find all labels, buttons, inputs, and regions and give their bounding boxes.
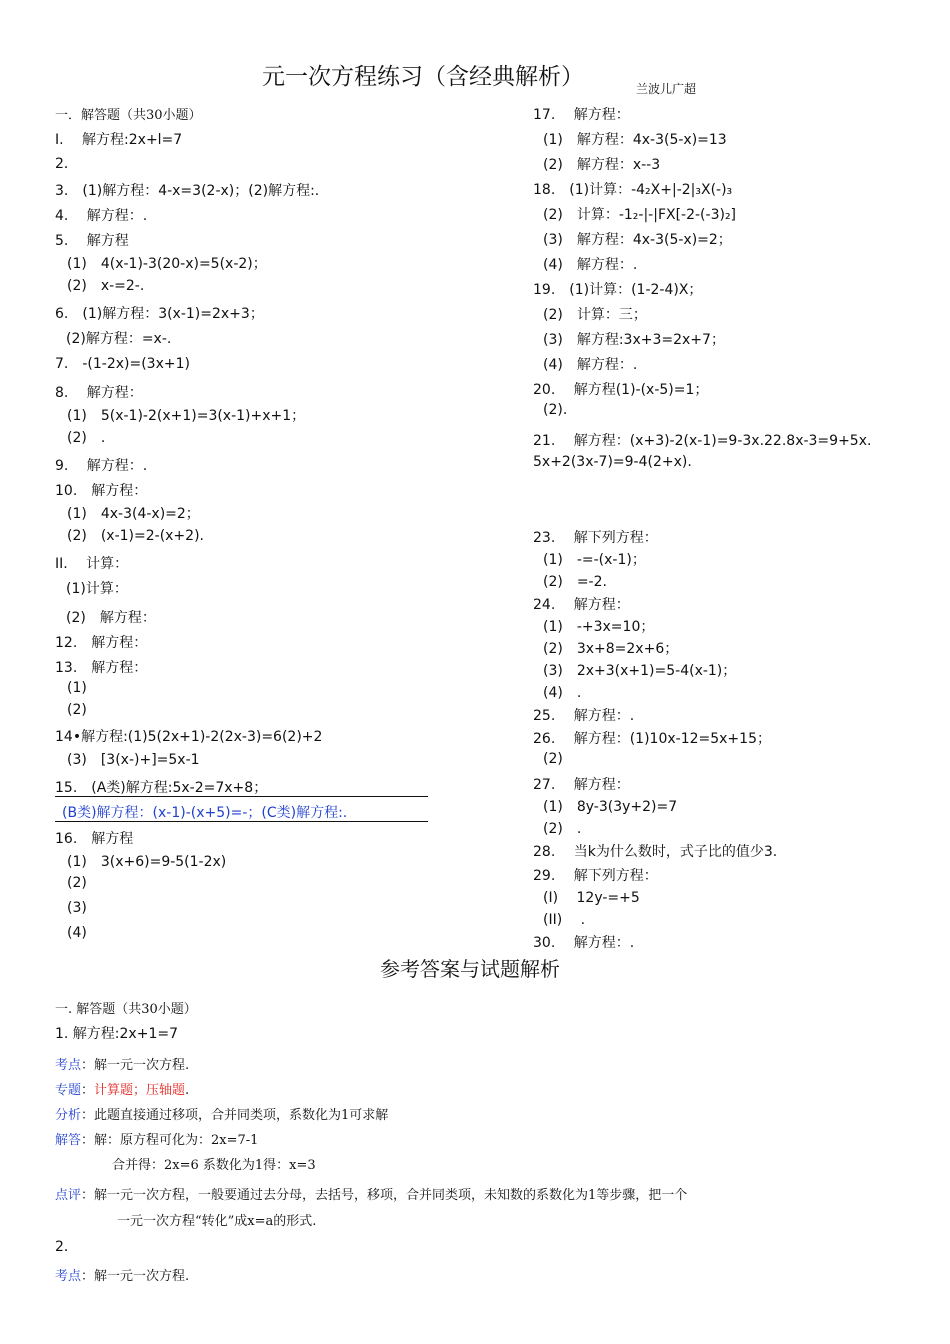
question-18-part-2: (2) 计算：-1₂-|-|FX[-2-(-3)₂]: [543, 207, 737, 223]
question-19-part-4: (4) 解方程：.: [543, 357, 638, 373]
question-8-part-1: (1) 5(x-1)-2(x+1)=3(x-1)+x+1；: [67, 408, 306, 424]
question-29-part-2: (II) .: [543, 912, 586, 928]
divider-line-top: [55, 796, 428, 797]
question-29-part-1: (I) 12y-=+5: [543, 890, 640, 906]
question-28: 28. 当k为什么数时，式子比的值少3.: [533, 844, 778, 860]
dianping-text: ：解一元一次方程，一般要通过去分母，去括号，移项，合并同类项，未知数的系数化为1等步骤，把一个: [81, 1188, 688, 1203]
question-4: 4. 解方程：.: [55, 208, 148, 224]
question-19-part-2: (2) 计算：三；: [543, 307, 647, 323]
question-27-part-2: (2) .: [543, 821, 582, 837]
question-30: 30. 解方程：.: [533, 935, 635, 951]
zhuanti-label: 专题: [55, 1083, 82, 1098]
jieda-label: 解答: [55, 1133, 82, 1148]
fenxi-label: 分析: [55, 1108, 82, 1123]
question-17: 17. 解方程：: [533, 107, 630, 123]
zhuanti-text: 计算题；压轴题: [94, 1083, 186, 1098]
question-8: 8. 解方程：: [55, 385, 143, 401]
zhuanti-end: .: [185, 1083, 190, 1098]
question-10-part-1: (1) 4x-3(4-x)=2；: [67, 506, 200, 522]
question-14: 14•解方程:(1)5(2x+1)-2(2x-3)=6(2)+2: [55, 729, 323, 745]
question-1: I. 解方程:2x+l=7: [55, 132, 183, 148]
question-22: 5x+2(3x-7)=9-4(2+x).: [533, 454, 692, 470]
question-24-part-3: (3) 2x+3(x+1)=5-4(x-1)；: [543, 663, 737, 679]
question-27-part-1: (1) 8y-3(3y+2)=7: [543, 799, 678, 815]
question-9: 9. 解方程：.: [55, 458, 148, 474]
author-name: 兰波儿广超: [636, 82, 697, 96]
question-16-part-3: (3): [67, 900, 87, 916]
question-5: 5. 解方程: [55, 233, 129, 249]
question-14-part-3: (3) [3(x-)+]=5x-1: [67, 752, 200, 768]
question-13: 13. 解方程：: [55, 660, 148, 676]
question-25: 25. 解方程：.: [533, 708, 635, 724]
question-27: 27. 解方程：: [533, 777, 630, 793]
question-5-part-1: (1) 4(x-1)-3(20-x)=5(x-2)；: [67, 256, 267, 272]
question-24-part-2: (2) 3x+8=2x+6；: [543, 641, 679, 657]
divider-line-bottom: [55, 821, 428, 822]
question-18-part-3: (3) 解方程：4x-3(5-x)=2；: [543, 232, 732, 248]
question-23: 23. 解下列方程：: [533, 530, 658, 546]
question-7: 7. -(1-2x)=(3x+1): [55, 356, 190, 372]
question-20: 20. 解方程(1)-(x-5)=1；: [533, 382, 709, 398]
page-title: 元一次方程练习（含经典解析）: [262, 64, 584, 90]
question-23-part-1: (1) -=-(x-1)；: [543, 552, 646, 568]
question-18: 18. (1)计算：-4₂X+|-2|₃X(-)₃: [533, 182, 733, 198]
kaodian-2-label: 考点: [55, 1269, 82, 1284]
question-24: 24. 解方程：: [533, 597, 630, 613]
question-16: 16. 解方程: [55, 831, 134, 847]
question-3: 3. (1)解方程：4-x=3(2-x)；(2)解方程:.: [55, 183, 320, 199]
question-2: 2．: [55, 156, 78, 172]
question-24-part-4: (4) .: [543, 685, 582, 701]
kaodian-2-text: ：解一元一次方程.: [81, 1269, 190, 1284]
question-18-part-4: (4) 解方程：.: [543, 257, 638, 273]
question-13-part-1: (1): [67, 680, 87, 696]
answer-1-title: 1. 解方程:2x+1=7: [55, 1026, 178, 1042]
question-12: 12. 解方程：: [55, 635, 148, 651]
jieda-line-2: 合并得：2x=6 系数化为1得：x=3: [112, 1158, 316, 1173]
question-20-part-2: (2).: [543, 402, 568, 418]
question-6: 6. (1)解方程：3(x-1)=2x+3；: [55, 306, 264, 322]
question-16-part-2: (2): [67, 875, 87, 891]
fenxi-text: ：此题直接通过移项，合并同类项，系数化为1可求解: [81, 1108, 389, 1123]
answers-heading: 参考答案与试题解析: [380, 957, 560, 981]
kaodian-line: [55, 1054, 189, 1073]
kaodian-2-line: [55, 1265, 189, 1284]
jieda-text: ：解：原方程可化为：2x=7-1: [81, 1133, 259, 1148]
section-heading: 一．解答题（共30小题）: [55, 108, 202, 123]
question-19-part-3: (3) 解方程:3x+3=2x+7；: [543, 332, 725, 348]
question-8-part-2: (2) .: [67, 430, 106, 446]
question-16-part-1: (1) 3(x+6)=9-5(1-2x): [67, 854, 227, 870]
question-11-part-1: (1)计算：: [66, 581, 128, 597]
dianping-line-2: 一元一次方程“转化”成x=a的形式.: [117, 1214, 317, 1229]
question-17-part-2: (2) 解方程：x--3: [543, 157, 661, 173]
question-15-bc: (B类)解方程：(x-1)-(x+5)=-；(C类)解方程:.: [62, 805, 348, 821]
kaodian-text: ：解一元一次方程.: [81, 1058, 190, 1073]
zhuanti-line: [55, 1079, 189, 1098]
question-23-part-2: (2) =-2.: [543, 574, 607, 590]
question-15: 15. (A类)解方程:5x-2=7x+8；: [55, 780, 268, 796]
question-24-part-1: (1) -+3x=10；: [543, 619, 655, 635]
question-17-part-1: (1) 解方程：4x-3(5-x)=13: [543, 132, 727, 148]
jieda-line: [55, 1129, 258, 1148]
question-11: II. 计算：: [55, 556, 129, 572]
question-10-part-2: (2) (x-1)=2-(x+2).: [67, 528, 204, 544]
dianping-line: [55, 1184, 687, 1203]
question-26: 26. 解方程：(1)10x-12=5x+15；: [533, 731, 771, 747]
zhuanti-colon: ：: [81, 1083, 95, 1098]
question-10: 10. 解方程：: [55, 483, 148, 499]
kaodian-label: 考点: [55, 1058, 82, 1073]
question-5-part-2: (2) x-=2-.: [67, 278, 145, 294]
answer-2-title: 2．: [55, 1239, 78, 1255]
question-21: 21. 解方程：(x+3)-2(x-1)=9-3x.22.8x-3=9+5x.: [533, 433, 872, 449]
dianping-label: 点评: [55, 1188, 82, 1203]
question-6-part-2: (2)解方程：=x-.: [66, 331, 172, 347]
fenxi-line: [55, 1104, 388, 1123]
question-13-part-2: (2): [67, 702, 87, 718]
question-11-part-2: (2) 解方程：: [66, 610, 156, 626]
question-19: 19. (1)计算：(1-2-4)X；: [533, 282, 703, 298]
question-16-part-4: (4): [67, 925, 87, 941]
answers-section-heading: 一. 解答题（共30小题）: [55, 1002, 197, 1017]
question-26-part-2: (2): [543, 751, 563, 767]
question-29: 29. 解下列方程：: [533, 868, 658, 884]
